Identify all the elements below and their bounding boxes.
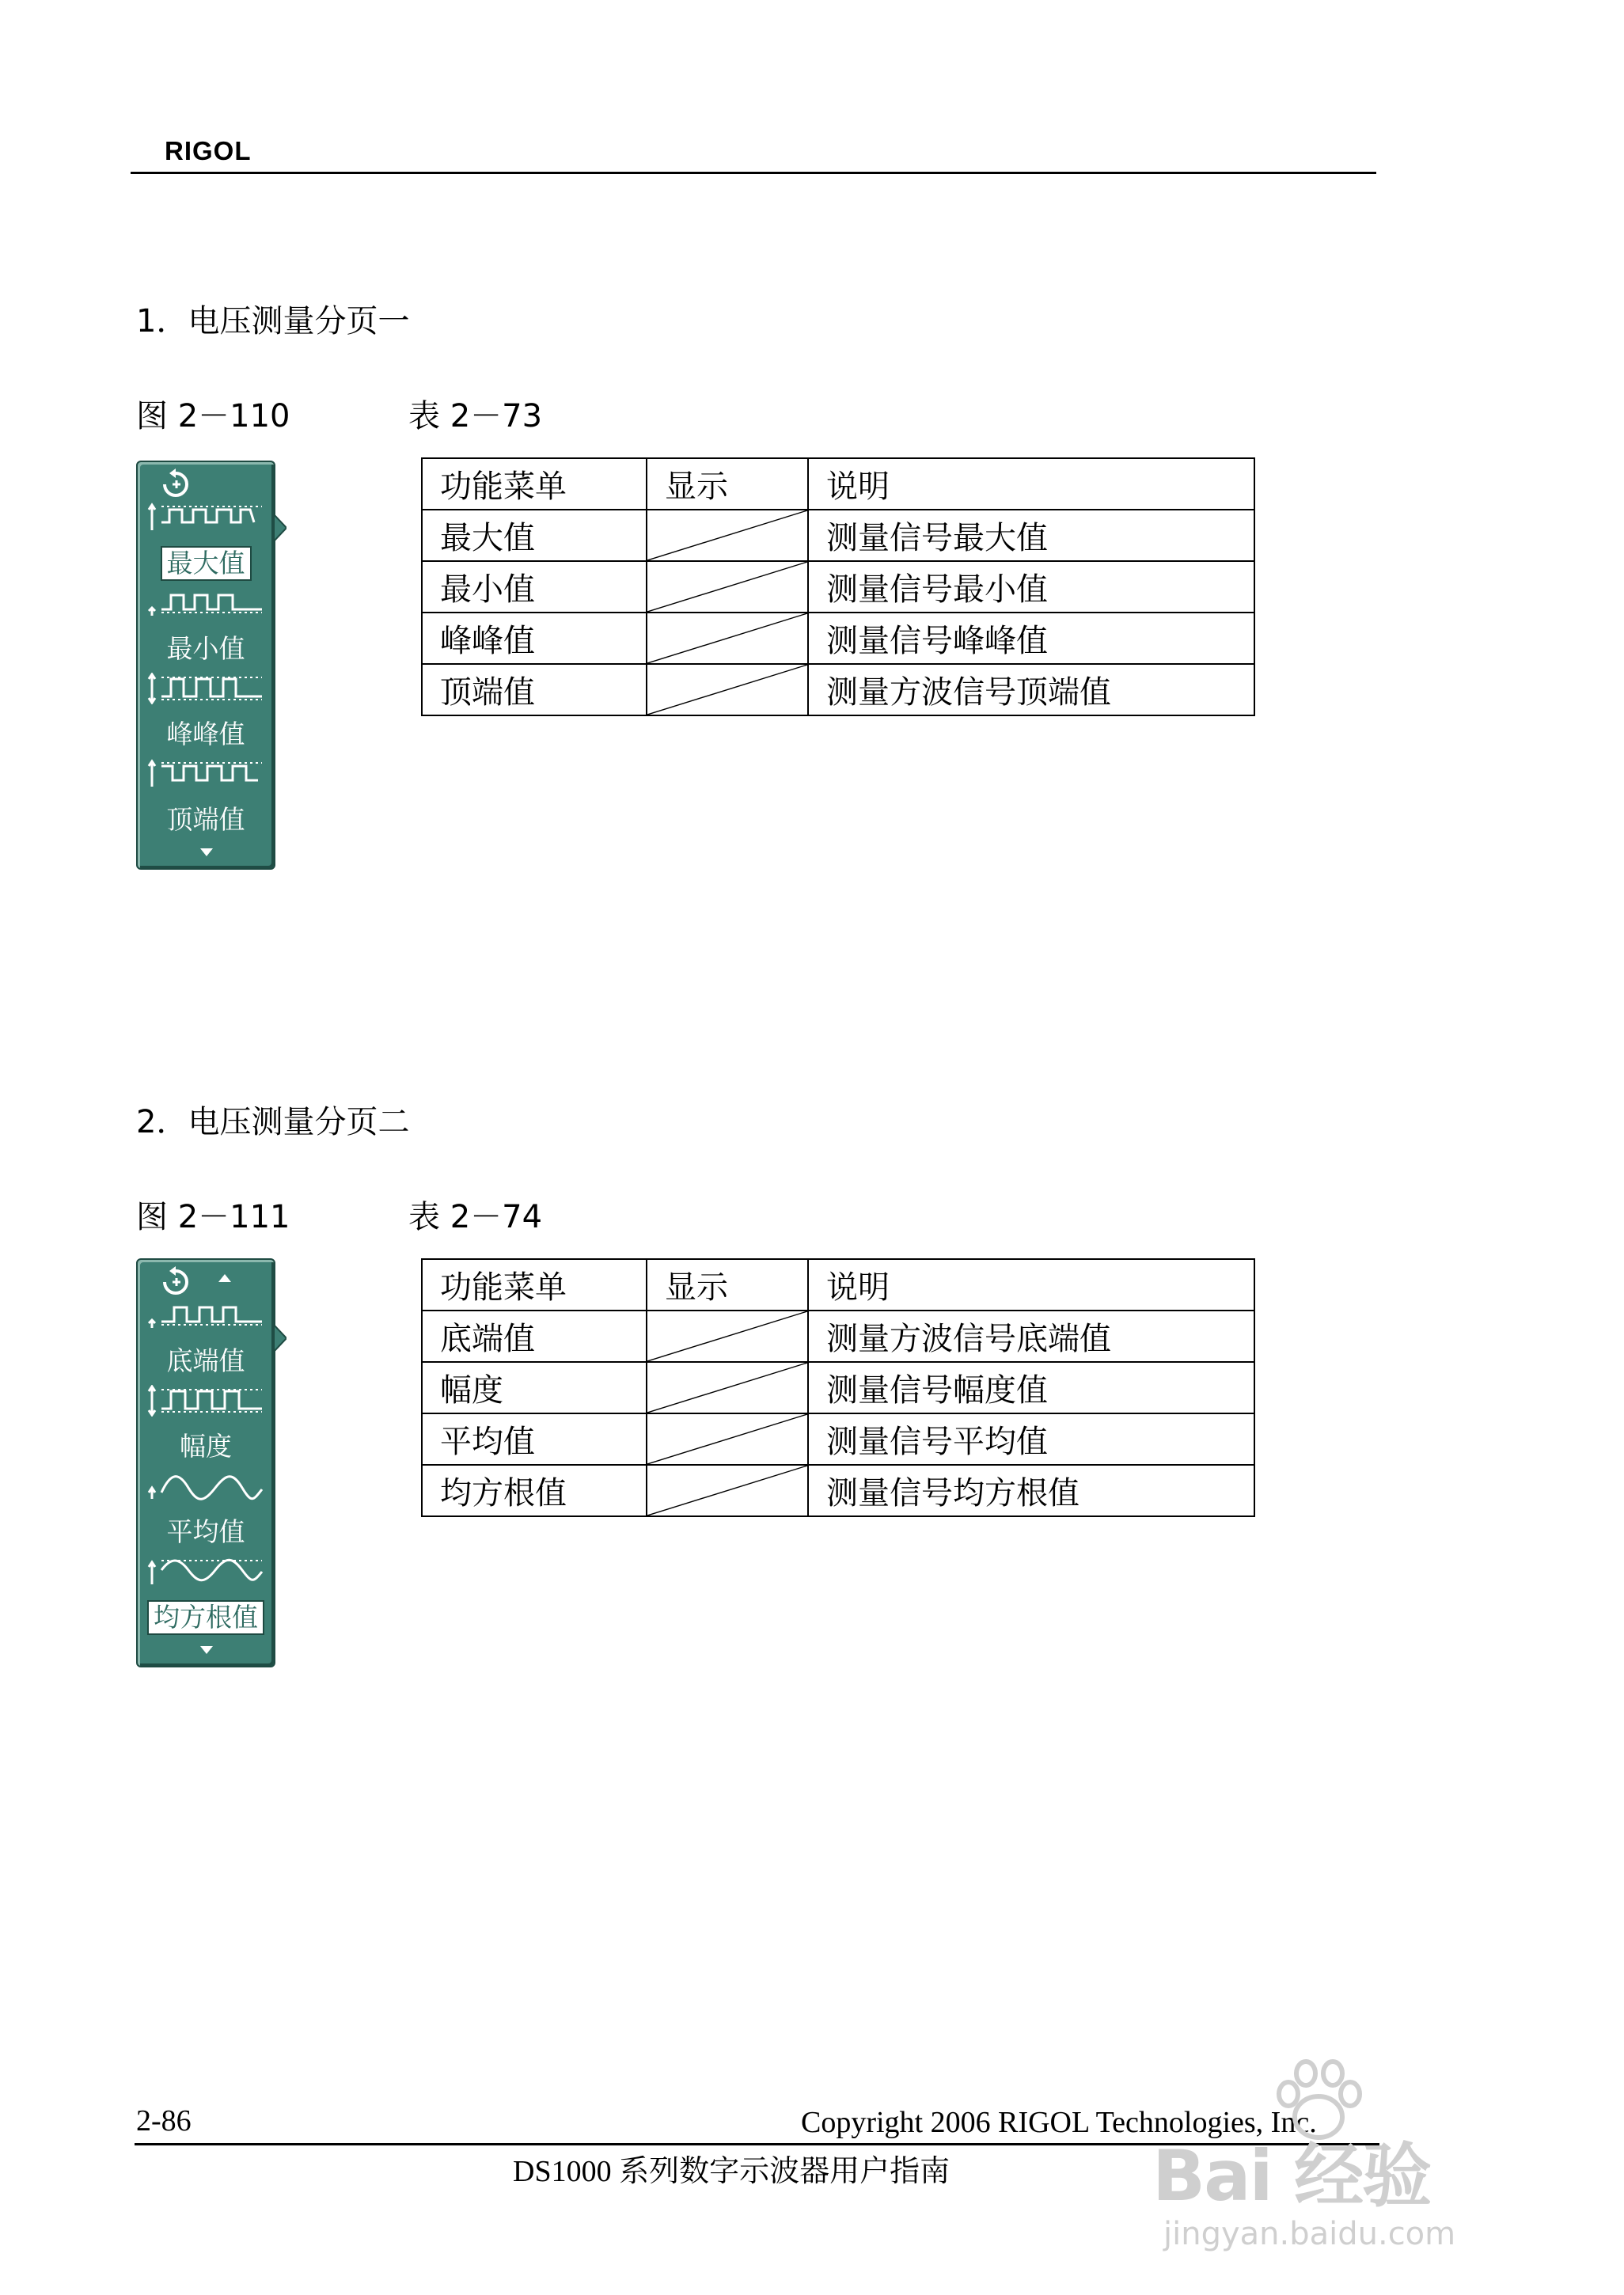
table-cell-menu: 顶端值 [422, 664, 647, 715]
menu-item-average[interactable]: 平均值 [166, 1516, 245, 1547]
page-number: 2-86 [136, 2104, 192, 2138]
table-cell-desc: 测量方波信号顶端值 [808, 664, 1254, 715]
table-cell-display [647, 1465, 808, 1516]
table-header: 说明 [808, 1259, 1254, 1311]
page-up-icon[interactable] [217, 1273, 233, 1284]
table-header: 说明 [808, 458, 1254, 510]
watermark-url: jingyan.baidu.com [1163, 2216, 1456, 2252]
page-down-icon[interactable] [199, 847, 214, 858]
menu-item-rms[interactable]: 均方根值 [138, 1600, 274, 1635]
average-wave-icon [147, 1470, 266, 1502]
table-row [422, 1311, 1254, 1362]
rms-wave-icon [147, 1556, 266, 1588]
diagonal-slash-icon [647, 613, 807, 663]
table-cell-menu: 峰峰值 [422, 613, 647, 664]
table-caption: 表 2－74 [408, 1199, 543, 1235]
menu-pointer-icon [274, 1325, 286, 1352]
diagonal-slash-icon [647, 1414, 807, 1464]
table-cell-menu: 幅度 [422, 1362, 647, 1413]
table-row [422, 613, 1254, 664]
table-header: 功能菜单 [422, 458, 647, 510]
table-cell-menu: 底端值 [422, 1311, 647, 1362]
diagonal-slash-icon [647, 1311, 807, 1361]
function-table-1 [421, 457, 1255, 716]
menu-item-amplitude[interactable]: 幅度 [180, 1431, 232, 1462]
figure-caption: 图 2－110 [136, 398, 290, 434]
guide-title: DS1000 系列数字示波器用户指南 [513, 2155, 950, 2188]
base-wave-icon [147, 1299, 266, 1331]
table-row [422, 510, 1254, 561]
brand-logo: RIGOL [165, 136, 252, 165]
baidu-watermark [1152, 2058, 1548, 2255]
table-cell-desc: 测量信号平均值 [808, 1413, 1254, 1465]
table-header: 显示 [647, 1259, 808, 1311]
section-title: 1．电压测量分页一 [136, 303, 410, 340]
table-cell-display [647, 664, 808, 715]
function-table-2 [421, 1258, 1255, 1517]
table-cell-menu: 平均值 [422, 1413, 647, 1465]
table-header: 功能菜单 [422, 1259, 647, 1311]
table-row [422, 1413, 1254, 1465]
return-icon[interactable] [157, 1266, 196, 1298]
min-wave-icon [147, 587, 266, 619]
diagonal-slash-icon [647, 1466, 807, 1515]
table-cell-desc: 测量信号幅度值 [808, 1362, 1254, 1413]
max-wave-icon [147, 502, 266, 533]
table-cell-desc: 测量方波信号底端值 [808, 1311, 1254, 1362]
diagonal-slash-icon [647, 510, 807, 560]
table-header-row [422, 458, 1254, 510]
table-cell-desc: 测量信号均方根值 [808, 1465, 1254, 1516]
measure-menu-page-2 [136, 1258, 275, 1667]
table-cell-menu: 最大值 [422, 510, 647, 561]
return-icon[interactable] [157, 468, 196, 500]
table-cell-menu: 最小值 [422, 561, 647, 613]
table-row [422, 1465, 1254, 1516]
table-cell-desc: 测量信号峰峰值 [808, 613, 1254, 664]
menu-item-vpp[interactable]: 峰峰值 [166, 719, 245, 749]
table-cell-display [647, 561, 808, 613]
top-wave-icon [147, 758, 266, 790]
diagonal-slash-icon [647, 1363, 807, 1413]
menu-item-min[interactable]: 最小值 [166, 633, 245, 664]
menu-pointer-icon [274, 514, 286, 541]
table-cell-display [647, 1311, 808, 1362]
table-header-row [422, 1259, 1254, 1311]
table-caption: 表 2－73 [408, 398, 543, 434]
amplitude-wave-icon [147, 1385, 266, 1417]
menu-item-max[interactable]: 最大值 [138, 546, 274, 581]
page-down-icon[interactable] [199, 1644, 214, 1656]
section-title: 2．电压测量分页二 [136, 1104, 410, 1140]
table-cell-display [647, 1362, 808, 1413]
table-cell-desc: 测量信号最大值 [808, 510, 1254, 561]
menu-item-base[interactable]: 底端值 [166, 1345, 245, 1376]
table-cell-display [647, 510, 808, 561]
table-row [422, 561, 1254, 613]
table-cell-desc: 测量信号最小值 [808, 561, 1254, 613]
table-cell-menu: 均方根值 [422, 1465, 647, 1516]
figure-caption: 图 2－111 [136, 1199, 290, 1235]
table-header: 显示 [647, 458, 808, 510]
vpp-wave-icon [147, 673, 266, 704]
measure-menu-page-1 [136, 461, 275, 870]
copyright-text: Copyright 2006 RIGOL Technologies, Inc. [801, 2106, 1317, 2139]
diagonal-slash-icon [647, 665, 807, 715]
table-cell-display [647, 613, 808, 664]
watermark-main: Bai 经验 [1152, 2135, 1431, 2217]
table-row [422, 664, 1254, 715]
diagonal-slash-icon [647, 562, 807, 612]
table-cell-display [647, 1413, 808, 1465]
table-row [422, 1362, 1254, 1413]
menu-item-top[interactable]: 顶端值 [166, 804, 245, 835]
header-rule [131, 172, 1376, 174]
